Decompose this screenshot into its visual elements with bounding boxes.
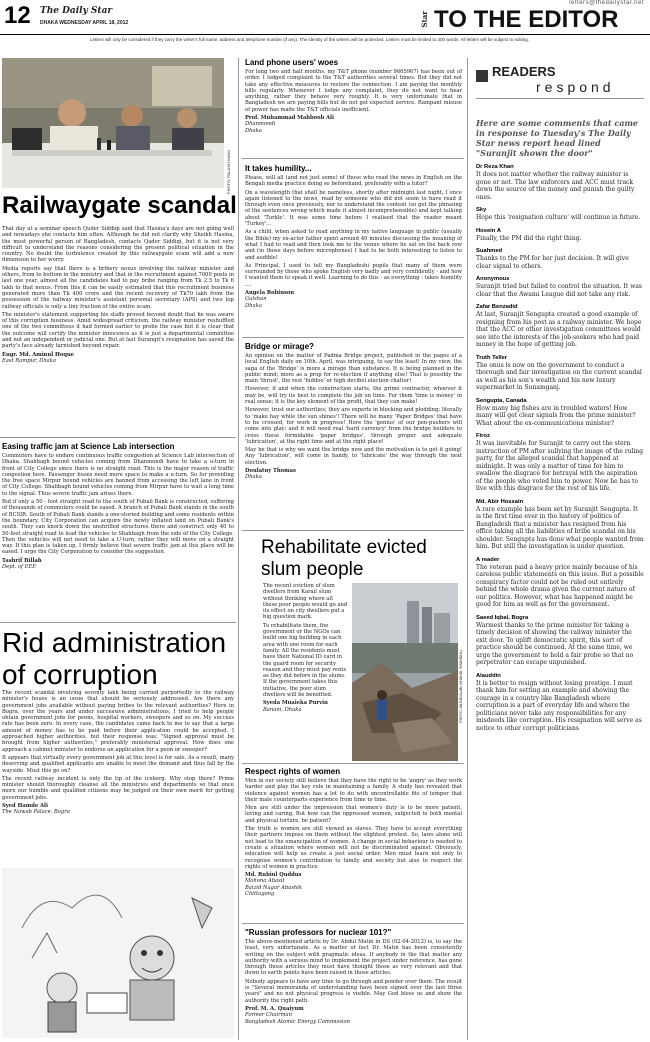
comment-text: The veteran paid a heavy price mainly because of his careless public statements on this issue. But a possible conspiracy factor could not be ruled out entirely behind the whole drama given the current nature of our politics. However, what has happened might be good for him as well as for the government. bbox=[476, 563, 644, 608]
letter-signature: Doulatuy Thomas bbox=[245, 468, 296, 475]
paragraph: For long two and half months, my T&T phone (number 9665967) has been out of order. I lodged complaint to the T&T authorities several times. But they did not take any effective measures to restore the connection. I am paying the monthly bills regularly. Whenever I lodge any complaint, they do not want to hear anything, rather they behave very roughly. It is very unfortunate that in Bangladesh we are paying bills but do not get expected service. Rampant misuse of power has made the T&T officials inefficient. bbox=[245, 69, 462, 113]
paragraph: The recent eviction of slum dwellers from Karail slum without thinking where all these poor people would go and its effect on city dwellers put a big question mark. bbox=[263, 583, 348, 621]
letter-headline: Bridge or mirage? bbox=[245, 342, 314, 351]
divider bbox=[242, 923, 464, 924]
readers-intro: Here are some comments that came in response to Tuesday's The Daily Star news report head lined "Suranjit shown the door" bbox=[476, 118, 639, 158]
paragraph: On a wavelength that shall be nameless, shortly after midnight last night, I once again listened to the news, read by someone who did not seem to have read it through even once previously, nor to understand the content (so got the phrasing of the sentences wrong which made it almost incomprehensible) and kept talking about 'Turkle'. It was some time before I realised that the reader meant 'Turkey'... bbox=[245, 189, 462, 228]
paragraph: Please, will all (and not just some) of those who read the news in English on the Bengali media practice doing so beforehand, preferably with a tutor? bbox=[245, 175, 462, 188]
paragraph: Commuters have to endure continuous traffic congestion at Science Lab intersection of Dhaka. Shahbagh bound vehicles coming from Dhanmondi have to take a u-turn in front of City College since there is no straight road. This is the major reason of traffic congestion here. Passenger buses need more space to make a u-turn. So for providing the free space Mirpur bound vehicles are banned from accessing the left lane in front of City College. Shahbagh bound vehicles coming from Mirpur have to wait a long time to the signal. Thus severe traffic jam arises there. bbox=[2, 453, 234, 497]
commenter-name: Firoz bbox=[476, 433, 490, 439]
article-women-rights bbox=[245, 767, 462, 901]
paragraph: As Principal, I used to tell my Bangladeshi pupils that many of them were surrounded by those who spoke English very badly and very confidently - and how I wanted them to speak it well. Learning to do this - as everything - takes humility .... bbox=[245, 262, 462, 288]
headline-slum: Rehabilitate evicted slum people bbox=[261, 537, 427, 580]
comment-text: How many big fishes are in troubled waters! How many will get clear signals from the prime minister? What about the ex-communications minister? bbox=[476, 404, 636, 427]
letter-signature: Engr. Md. Aminul Hoque bbox=[2, 351, 75, 358]
paragraph: As a child, when asked to read anything in my native language in public (usually the Bible) my ex-actor father spent around 40 minutes discussing the meaning of what I had to read and then took me to the venue where he sat on the back row and (in those days before microphones) I had to be both interesting to listen to and audible! bbox=[245, 229, 462, 261]
article-traffic-jam bbox=[2, 442, 234, 574]
comment-text: At last, Suranjit Sengupta created a good example of resigning from his post as a railway minister. We hope that the ACC or other investigation committees would see into the interests of the job-seekers who had paid money in the hope of getting job. bbox=[476, 311, 642, 348]
readers-title: READERS bbox=[492, 64, 556, 79]
paragraph: To rehabilitate them, the government or the NGOs can build one big building in each area with one room for each family. All the residents must have their National ID card in the guard room for security reason and they must pay rents as they did before in the slums. If the government takes this initiative, the poor slum dwellers will be benefited. bbox=[263, 622, 347, 699]
letter-headline: It takes humility... bbox=[245, 164, 312, 173]
paragraph: The above-mentioned article by Dr. Abdul Matin in DS (02-04-2012) is, to say the least, very unfortunate. As a matter of fact Dr. Matin has been consistently writing on the subject with pragmatic ideas. If anybody in the that matter any authority with a serious mind to implement the project under reference, has gone through those articles they must have thought those as very relevant and that down to earth points have been raised in those articles. bbox=[245, 939, 462, 977]
comment-text: The onus is now on the government to conduct a thorough and fair investigation on the current scandal as well as his son's wealth and his new luxury supermarket in Sunamganj. bbox=[476, 361, 642, 391]
comment-text: Thanks to the PM for her just decision. It will give clear signal to others. bbox=[476, 255, 629, 270]
headline-railwaygate: Railwaygate scandal bbox=[2, 192, 237, 219]
cartoon-illustration bbox=[2, 868, 234, 1038]
photo-credit: PHOTO: ANJUM ALAM (SHAHID, SHAHIDUL) bbox=[459, 650, 463, 723]
page-number: 12 bbox=[4, 2, 31, 29]
divider bbox=[0, 622, 236, 623]
commenter-name: Hosein A bbox=[476, 227, 501, 234]
letter-location: Dept. of EEE bbox=[2, 564, 36, 571]
paragraph: Men are still under the impression that women's duty is to be more patient, loving and caring. But how can the oppressed women, subjected to both mental and physical torture, be patient? bbox=[245, 805, 462, 824]
commenter-name: Sengupta, Canada bbox=[476, 397, 527, 404]
commenter-name: Md. Abir Hossain bbox=[476, 498, 524, 505]
divider bbox=[242, 763, 464, 764]
letter-location: Dhaka bbox=[245, 474, 262, 481]
readers-logo-icon bbox=[476, 70, 488, 82]
letter-signature: Prof. M. A. Quaiyum bbox=[245, 1005, 304, 1012]
letter-signature: Syeda Muaieka Purvin bbox=[263, 700, 328, 707]
paragraph: The recent scandal involving seventy lakh being carried purportedly to the railway minister's house is an issue that should be seriously addressed. Are there any government jobs available without paying bribes to the relevant authorities? Here in Bogra, over the years and under successive administrations, I tried to help people obtain government jobs for peons, hospital workers, sweepers and so on. My success rate has been zero. In every case, the candidates came back to me to say that a large amount of money has to be paid before their application could be accepted. I approached higher authorities, but their response was: "Signed approval must be brought from higher authorities," preferably ministerial approval. How does one approach a cabinet minister to endorse an application for a peon or sweeper? bbox=[2, 690, 234, 753]
commenter-name: Zafar Benzadid bbox=[476, 304, 518, 310]
divider bbox=[0, 437, 236, 438]
paragraph: May be that is why we want the bridge now and the motivation is to get it going! Any 'lubrication', will come in handy, to 'lubricate' the way through the next election. bbox=[245, 447, 462, 466]
letter-signature: Md. Rubiul Quddus bbox=[245, 872, 302, 879]
article-nuclear bbox=[245, 928, 462, 1029]
commenter-name: Sky bbox=[476, 207, 487, 213]
email-address[interactable]: letters@thedailystar.net bbox=[569, 0, 644, 6]
column-two bbox=[245, 58, 462, 138]
letter-location: East Rampur, Dhaka bbox=[2, 357, 57, 364]
paragraph: The minister's statement supporting his staffs proved beyond doubt that he was aware of this corruption business. Amid widespread criticism, the railway minister reshuffled one of the two committees it had formed earlier to probe the case but it is clear that the outcome will certify the minister innocence as it is just a departmental committee and not an independent or judicial one. But at last Surangit's resignation has saved the party's face already tarnished beyond repair. bbox=[2, 311, 234, 350]
article-rid-corruption bbox=[2, 690, 234, 820]
article-slum bbox=[263, 583, 348, 717]
section-logo: Star bbox=[420, 11, 429, 28]
comment-text: Hope this 'resignation culture' will continue in future. bbox=[476, 214, 641, 221]
commenter-name: Truth Teller bbox=[476, 354, 508, 361]
letters-notice: Letters will only be considered if they carry the writer's full name, address and telephone number (if any). The identity of the writers will be protected. Letters must be limited to 300 words. All letters will be subject to editing. bbox=[90, 37, 529, 42]
paragraph: An opinion on the matter of Padma Bridge project, published in the pages of a local English daily on 10th. April, was intriguing, to say the least! In my view, the saga of the 'Bridge' is more a mirage than substance. It is being planned in the public mind; more as a prop for re-election if anything else! That is possibly the main 'thrust', the rest 'fuddoo' or high decibel election chatter! bbox=[245, 353, 462, 385]
article-bridge bbox=[245, 342, 462, 485]
comment-text: Suranjit tried but failed to control the situation. It was clear that the Awami League did not take any risk. bbox=[476, 283, 643, 298]
paragraph: Nobody appears to have any time to go through and ponder over them. The result is "Several memoranda of understanding have been signed over the last three years" and no not physical progress is visible. May God bless us and show the authority the right path. bbox=[245, 978, 462, 1004]
commenter-name: Anonymous bbox=[476, 276, 510, 282]
paragraph: But if only a 50 - foot straight road to the south of Pubali Bank is constructed, suffering of thousands of commuters could be eased. A branch of Pubali Bank stands in the south of BCSIR. South of Pubali Bank stands a one-storied building and some residents within the boundary. City Corporation can acquire the newly inflated land on Pubali Bank's south. They can knock down the unshrilled structures there and construct only 40 to 50-foot straight road to lead the vehicles to Shahbagh from the side of the City College. Then the vehicles will not need to take a U-turn, rather they will move on a straight way. If this plan is taken up, I firmly believe that severe traffic jam at this place will be eased. I urge the City Corporation to consider the suggestion. bbox=[2, 499, 234, 556]
slum-eviction-photo bbox=[352, 583, 458, 761]
paragraph: However, if and when the construction starts, the prime contractor, whoever it may be, will try its best to complete the job on time. For them 'time is money' in real sense; it is the key element of the profit, that they can make! bbox=[245, 386, 462, 406]
comment-text: A rare example has been set by Suranjit Sengupta. It is the first time ever in the history of politics of Bangladesh that a minister has resigned from his office taking all the liabilities of bribe scandal on his shoulder. Sengupta has done what people wanted from him. But still the investigation is under question. bbox=[476, 505, 644, 550]
paragraph: It appears that virtually every government job at this level is for sale. As a result, many deserving and qualified applicants are unable to meet the demand and thus fall by the wayside. Must this go on? bbox=[2, 754, 234, 774]
divider bbox=[242, 337, 464, 338]
letter-signature: Prof. Muhammad Mahboob Ali bbox=[245, 115, 334, 122]
paragraph: That day at a seminar speech Quder Siddiqi said that Hasina's days are not going well and nowadays she contacts him often. Although he did not clarify why Sheikh Hasina, the most powerful person of Bangladesh, contacts Qader Siddiqi, but it is not very difficult to understand the reasons considering the present political situation in the country. No doubt the turbulence created by this railwaygate scam will add a new dimension to her worry. bbox=[2, 226, 234, 264]
masthead: The Daily Star bbox=[40, 6, 113, 16]
letter-headline: "Russian professors for nuclear 101?" bbox=[245, 928, 392, 937]
page-header bbox=[0, 0, 650, 34]
photo-credit: PHOTO: PALASH KHAN bbox=[226, 150, 231, 195]
paragraph: However, trust our authorities; they are experts in blocking and plodding; literally to 'make hay while the sun shines'! There will be many 'Paper Bridges' that have to be crossed, for work in progress! Here the 'genius' of our pen-pushers will come into play; and it will need real 'hard currency' from the bridge builders to cross these formidable 'paper bridges', through proper and adequate 'lubrication', at the right time and at the right place! bbox=[245, 407, 462, 445]
comment-text: Finally, the PM did the right thing. bbox=[476, 234, 582, 242]
letter-location: Dhaka bbox=[245, 302, 262, 309]
readers-comments bbox=[476, 158, 644, 732]
letter-location: Banani, Dhaka bbox=[263, 706, 302, 713]
letter-signature: Angela Robinson bbox=[245, 290, 295, 297]
paragraph: Men in our society still believe that they have the right to be 'angry' as they work harder and play the key role in maintaining a family. A study has revealed that violence against women has a lot to do with uncontrollable fits of temper that their male counterparts experience from time to time. bbox=[245, 778, 462, 803]
comment-text: It is better to resign without losing prestige. I must thank him for setting an example and showing the courage in a country like Bangladesh where corruption is a part of everyday life and where the politicians never take any responsibilities for any misdeeds like corruption. His resignation will serve as notice to other corrupt politicians bbox=[476, 679, 642, 732]
letter-location: Gulshan bbox=[245, 296, 267, 303]
press-conference-photo bbox=[2, 58, 224, 188]
editorial-cartoon bbox=[2, 868, 234, 1038]
letter-location: Bangladesh Atomic Energy Commission bbox=[245, 1018, 350, 1025]
section-title: TO THE EDITOR bbox=[434, 6, 619, 33]
header-rule bbox=[0, 34, 650, 35]
letter-signature: Syed Hamde Ali bbox=[2, 803, 48, 810]
paragraph: Media reports say that there is a bribery nexus involving the railway minister and others, from to bottom in the ministry and that in the recruitment against 7000 posts in last one year, almost all the candidates had to pay bribe ranging from Tk 2.5 to Tk 6 lakh to that nexus. From this it can be easily estimated that this recruitment business generated more than Tk 400 crore and the recent recovery of Tk70 lakh from the possession of the railway minister's assistant personal secretary (APS) and two top railway officials is only a tiny fraction of the entire scam. bbox=[2, 265, 234, 310]
paragraph: The recent railway incident is only the tip of the iceberg. Why stop there? Prime minister should thoroughly cleanse all the ministries and departments so that once more our humble and qualified citizens may be judged on their own merit for getting government jobs. bbox=[2, 775, 234, 801]
paragraph: The truth is women are still viewed as slaves. They have to accept everything their partners impose on them without the slightest protest. So, laws alone will not lead to the emancipation of women. A change in social behaviour is needed to create a situation where women will not be discriminated against. Obviously, education will help us create a just social order. Men must learn not only to recognise women's contribution to family and society but also to respect the rights of women in practice. bbox=[245, 826, 462, 870]
press-conference-illustration bbox=[2, 58, 224, 188]
letter-headline: Respect rights of women bbox=[245, 767, 341, 776]
commenter-name: Dr Reza Khan bbox=[476, 164, 514, 170]
letter-location: Mohona Abasit bbox=[245, 878, 285, 885]
column-rule bbox=[238, 58, 239, 1040]
commenter-name: Alauddin bbox=[476, 672, 501, 679]
divider bbox=[242, 530, 464, 531]
letter-headline: Easing traffic jam at Science Lab intersection bbox=[2, 442, 175, 451]
article-humility bbox=[245, 164, 462, 313]
comment-text: Warmest thanks to the prime minister for taking a timely decision of showing the railway minister the exit door. To uplift democratic spirit, this sort of practice should be continued. At the same time, we urge the government to hold a fair probe so that no perpetrator can escape unpunished. bbox=[476, 621, 634, 666]
commenter-name: Suahmed bbox=[476, 248, 503, 254]
readers-subtitle: respond bbox=[536, 79, 615, 95]
section-bar bbox=[420, 8, 650, 32]
letter-location: Dhanmondi bbox=[245, 121, 276, 128]
divider bbox=[476, 98, 644, 99]
comment-text: It does not matter whether the railway minister is gone or not. The law enforcers and ACC must track down the source of the money and punish the guilty ones. bbox=[476, 171, 635, 201]
commenter-name: A reader bbox=[476, 556, 500, 563]
letter-location: Chittagong bbox=[245, 891, 275, 898]
letter-headline: Land phone users' woes bbox=[245, 58, 339, 67]
comment-text: It was inevitable for Suranjit to carry out the stern instruction of PM after sullying the image of the ruling party, for the alleged scandal that happened at midnight. It was only a matter of time for him to swallow the disgrace for betrayal with the aspiration of the people who voted him to power. Now he has to live with this disgrace for the rest of his life. bbox=[476, 440, 644, 492]
divider bbox=[242, 158, 464, 159]
letter-location: The Nawab Palace, Bogra bbox=[2, 809, 70, 816]
headline-rid-corruption: Rid administration of corruption bbox=[2, 627, 227, 690]
letter-signature: Tashrif Billah bbox=[2, 557, 42, 564]
readers-respond-column bbox=[467, 58, 648, 1040]
dateline: DHAKA WEDNESDAY APRIL 18, 2012 bbox=[40, 20, 129, 26]
commenter-name: Saeed Iqbal, Bogra bbox=[476, 614, 529, 621]
letter-location: Former Chairman bbox=[245, 1012, 292, 1019]
letter-location: Baizid Nagar Abashik bbox=[245, 884, 303, 891]
article-railwaygate bbox=[2, 226, 234, 368]
slum-illustration bbox=[352, 583, 458, 761]
letter-location: Dhaka bbox=[245, 127, 262, 134]
